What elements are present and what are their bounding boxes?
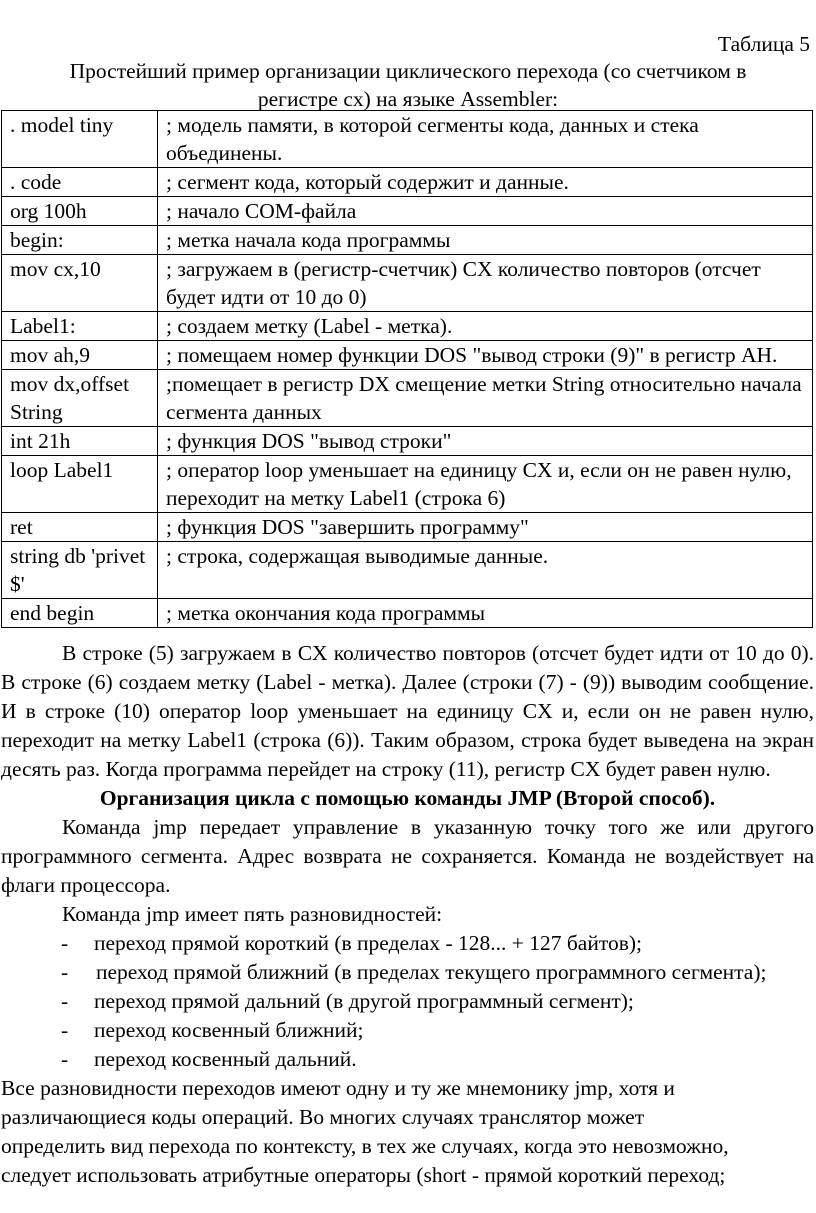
table-row: [2, 197, 813, 226]
code-cell: mov ah,9: [2, 341, 158, 370]
code-cell: string db 'privet $': [2, 542, 158, 599]
table-row: [2, 542, 813, 599]
list-item-text: переход косвенный дальний.: [94, 1047, 357, 1071]
paragraph-line: определить вид перехода по контексту, в тех же случаях, когда это невозможно,: [1, 1134, 729, 1158]
code-table: [1, 110, 813, 628]
list-dash: -: [61, 1018, 69, 1042]
comment-cell: ; начало COM-файла: [158, 197, 813, 226]
table-row: [2, 599, 813, 628]
table-caption: Таблица 5: [718, 32, 810, 56]
table-row: [2, 226, 813, 255]
code-cell: int 21h: [2, 427, 158, 456]
comment-cell: ;помещает в регистр DX смещение метки String относительно начала сегмента данных: [158, 370, 813, 427]
list-dash: -: [61, 931, 69, 955]
comment-cell: ; метка начала кода программы: [158, 226, 813, 255]
paragraph-line: следует использовать атрибутные операторы (short - прямой короткий переход;: [1, 1163, 726, 1187]
comment-cell: ; функция DOS "вывод строки": [158, 427, 813, 456]
list-item-text: переход прямой дальний (в другой программный сегмент);: [94, 989, 634, 1013]
table-row: [2, 168, 813, 197]
code-cell: . code: [2, 168, 158, 197]
list-item-text: переход прямой ближний (в пределах текущего программного сегмента);: [96, 960, 767, 984]
code-cell: ret: [2, 513, 158, 542]
comment-cell: ; помещаем номер функции DOS "вывод строки (9)" в регистр AH.: [158, 341, 813, 370]
comment-cell: ; загружаем в (регистр-счетчик) CX количество повторов (отсчет будет идти от 10 до 0): [158, 255, 813, 312]
table-row: [2, 513, 813, 542]
table-row: [2, 456, 813, 513]
table-row: [2, 312, 813, 341]
paragraph: В строке (5) загружаем в CX количество повторов (отсчет будет идти от 10 до 0). В строке (6) создаем метку (Label - метка). Далее (строки (7) - (9)) выводим сообщение. И в строке (10) оператор loop уменьшает на единицу CX и, если он не равен нулю, переходит на метку Label1 (строка (6)). Таким образом, строка будет выведена на экран десять раз. Когда программа перейдет на строку (11), регистр CX будет равен нулю.: [1, 641, 814, 781]
paragraph-line: различающиеся коды операций. Во многих случаях транслятор может: [1, 1105, 645, 1129]
list-item: [1, 1045, 814, 1074]
list-dash: -: [61, 989, 69, 1013]
code-cell: Label1:: [2, 312, 158, 341]
paragraph: Команда jmp передает управление в указанную точку того же или другого программного сегмента. Адрес возврата не сохраняется. Команда не воздействует на флаги процессора.: [1, 815, 814, 897]
comment-cell: ; сегмент кода, который содержит и данные.: [158, 168, 813, 197]
paragraph: Команда jmp имеет пять разновидностей:: [62, 902, 443, 926]
code-cell: . model tiny: [2, 111, 158, 168]
table-row: [2, 427, 813, 456]
list-item: [1, 987, 814, 1016]
list-item: [1, 929, 814, 958]
comment-cell: ; строка, содержащая выводимые данные.: [158, 542, 813, 599]
table-title-line: регистре cx) на языке Assembler:: [257, 87, 559, 111]
table-row: [2, 255, 813, 312]
table-row: [2, 341, 813, 370]
list-item: [1, 1016, 814, 1045]
section-heading: Организация цикла с помощью команды JMP (Второй способ).: [99, 786, 716, 810]
list-dash: -: [61, 1047, 69, 1071]
code-cell: end begin: [2, 599, 158, 628]
comment-cell: ; метка окончания кода программы: [158, 599, 813, 628]
list-item-text: переход прямой короткий (в пределах - 128... + 127 байтов);: [94, 931, 642, 955]
body-text: [1, 639, 814, 1190]
code-cell: loop Label1: [2, 456, 158, 513]
list-item-text: переход косвенный ближний;: [94, 1018, 364, 1042]
table-title-line: Простейший пример организации циклического перехода (со счетчиком в: [69, 59, 747, 83]
comment-cell: ; функция DOS "завершить программу": [158, 513, 813, 542]
code-cell: begin:: [2, 226, 158, 255]
code-cell: org 100h: [2, 197, 158, 226]
comment-cell: ; модель памяти, в которой сегменты кода, данных и стека объединены.: [158, 111, 813, 168]
table-title: [0, 57, 816, 113]
code-cell: mov cx,10: [2, 255, 158, 312]
paragraph-line: Все разновидности переходов имеют одну и ту же мнемонику jmp, хотя и: [1, 1076, 675, 1100]
comment-cell: ; создаем метку (Label - метка).: [158, 312, 813, 341]
code-cell: mov dx,offset String: [2, 370, 158, 427]
table-row: [2, 111, 813, 168]
comment-cell: ; оператор loop уменьшает на единицу CX и, если он не равен нулю, переходит на метку Label1 (строка 6): [158, 456, 813, 513]
list-dash: -: [61, 960, 69, 984]
table-row: [2, 370, 813, 427]
list-item: [1, 958, 814, 987]
